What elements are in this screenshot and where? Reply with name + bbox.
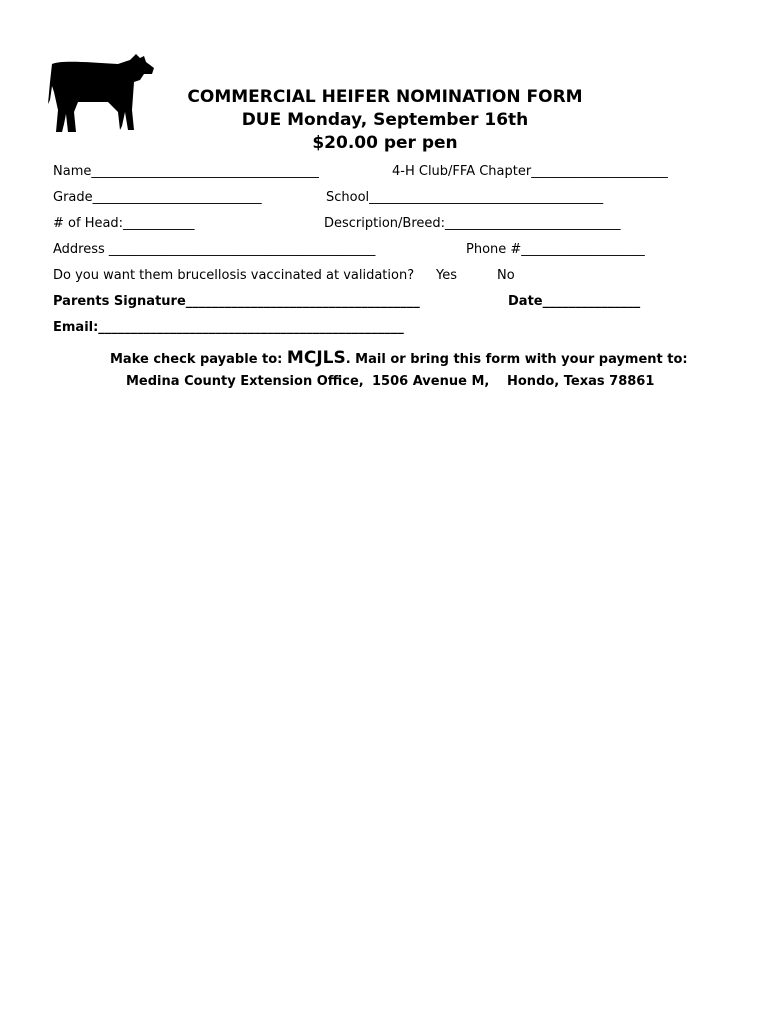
form-header [0,86,770,155]
school-field[interactable]: School____________________________________ [326,190,604,205]
payee-name: MCJLS [286,348,346,368]
payment-instructions [110,348,688,368]
address-field[interactable]: Address _________________________________________ [53,242,376,257]
grade-field[interactable]: Grade__________________________ [53,190,262,205]
head-count-field[interactable]: # of Head:___________ [53,216,195,231]
chapter-field[interactable]: 4-H Club/FFA Chapter_____________________ [392,164,668,179]
office-name: Medina County Extension Office, [126,374,364,389]
name-field[interactable]: Name___________________________________ [53,164,319,179]
brucellosis-question: Do you want them brucellosis vaccinated at validation? [53,268,415,283]
office-city: Hondo, Texas 78861 [507,374,655,389]
email-field[interactable]: Email:_______________________________________________ [53,320,404,335]
form-title: COMMERCIAL HEIFER NOMINATION FORM [187,87,583,107]
phone-field[interactable]: Phone #___________________ [466,242,645,257]
yes-option[interactable]: Yes [436,268,457,283]
breed-field[interactable]: Description/Breed:___________________________ [324,216,621,231]
no-option[interactable]: No [497,268,515,283]
date-field[interactable]: Date_______________ [508,294,641,309]
parents-signature-field[interactable]: Parents Signature____________________________________ [53,294,420,309]
check-payable-label: Make check payable to: [110,352,283,367]
office-street: 1506 Avenue M, [372,374,490,389]
price-per-pen: $20.00 per pen [312,133,458,153]
mail-instructions: . Mail or bring this form with your payment to: [345,352,688,367]
due-date: DUE Monday, September 16th [241,110,529,130]
